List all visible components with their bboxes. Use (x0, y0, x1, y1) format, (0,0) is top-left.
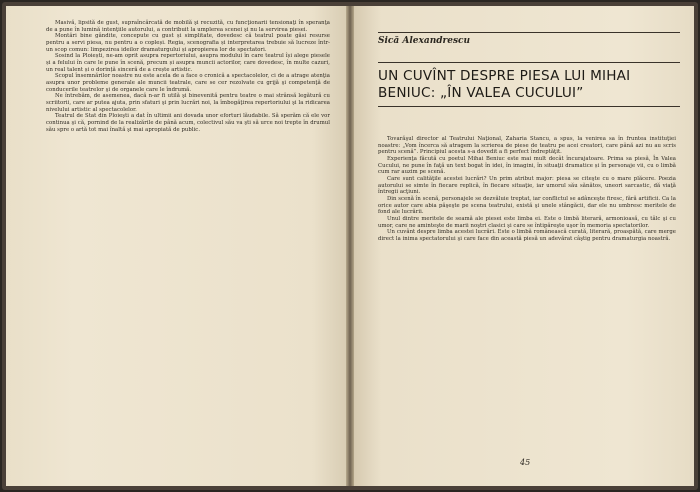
right-page-text-column (378, 136, 676, 243)
left-paragraph: Teatrul de Stat din Ploieşti a dat în ultimii ani dovada unor eforturi lăudabile. Să sperăm că ele vor continua şi că, pornind de la realizările de până acum, colectivul său va şti să urce noi trepte în drumul său spre o artă tot mai înaltă şi mai apropiată de public. (46, 113, 330, 133)
open-book (2, 2, 698, 490)
header-rule-middle (378, 62, 680, 63)
right-page (354, 6, 694, 486)
left-page (6, 6, 346, 486)
right-paragraph: Unul dintre meritele de seamă ale piesei este limba ei. Este o limbă literară, armonioasă, cu tâlc şi cu umor, care ne aminteşte de marii noştri clasici şi care se întipăreşte uşor în memoria spectatorilor. (378, 215, 676, 229)
right-paragraph: Un cuvânt despre limba acestei lucrări. Este o limbă românească curată, literară, proaspătă, care merge direct la inima spectatorului şi care face din această piesă un adevărat câştig pentru dramaturgia noastră. (378, 229, 676, 242)
right-paragraph: Experienţa făcută cu poetul Mihai Beniuc este mai mult decât încurajatoare. Prima sa piesă, În Valea Cucului, ne pune în faţă un text bogat în idei, în imagini, în situaţii dramatice și în personaje vii, cu o limbă cum rar auzim pe scenă. (378, 155, 676, 176)
header-rule-bottom (378, 106, 680, 107)
left-paragraph: Ne întrebăm, de asemenea, dacă n-ar fi utilă şi binevenită pentru teatre o mai strânsă legătură cu scriitorii, care ar putea ajuta, prin sfaturi şi prin lucrări noi, la îmbogăţirea repertoriului şi la ridicarea nivelului artistic al spectacolelor. (46, 93, 330, 113)
right-paragraph: Din scenă în scenă, personajele se dezvăluie treptat, iar conflictul se adânceşte firesc, fără artificii. Ca la orice autor care abia păşeşte pe scena teatrului, există şi unele stângăcii, dar ele nu umbresc meritele de fond ale lucrării. (378, 195, 676, 216)
page-number: 45 (520, 458, 531, 467)
article-author: Sică Alexandrescu (378, 36, 471, 46)
right-paragraph: Tovarăşul director al Teatrului Naţional, Zaharia Stancu, a spus, la venirea sa în fruntea instituţiei noastre: „Vom încerca să atragem la scrierea de piese de teatru pe acei creatori, care până azi nu au scris pentru scenă”. Principiul acesta s-a dovedit a fi perfect îndreptăţit. (378, 136, 676, 156)
left-paragraph: Sosind la Ploiești, ne-am oprit asupra repertoriului, asupra modului în care teatrul își alege piesele și a felului în care le pune în scenă, precum și asupra muncii actorilor, care dovedesc, în multe cazuri, un real talent și o dorință sinceră de a crește artistic. (46, 53, 330, 73)
book-gutter (346, 6, 354, 486)
left-paragraph: Montări bine gândite, concepute cu gust și simplitate, dovedesc că teatrul poate găsi resurse pentru a servi piesa, nu pentru a o copleși. Regia, scenografia și interpretarea trebuie să lucreze într-un scop comun: limpezirea ideilor dramaturgului și apropierea lor de spectatori. (46, 33, 330, 53)
left-page-text-column (46, 20, 330, 133)
left-paragraph: Scopul însemnărilor noastre nu este acela de a face o cronică a spectacolelor, ci de a atrage atenţia asupra unor probleme generale ale muncii teatrale, care se cer rezolvate cu grijă şi competenţă de conducerile teatrelor şi de organele care le îndrumă. (46, 73, 330, 93)
right-paragraph: Care sunt calităţile acestei lucrări? Un prim atribut major: piesa se citeşte cu o mare plăcere. Poezia autorului se simte în fiecare replică, în fiecare situaţie, iar umorul său sănătos, uneori sarcastic, dă viaţă întregii acţiuni. (378, 175, 676, 196)
header-rule-top (378, 32, 680, 33)
article-title: UN CUVÎNT DESPRE PIESA LUI MIHAI BENIUC: „ÎN VALEA CUCULUI” (378, 68, 631, 101)
left-paragraph: Masivă, lipsită de gust, supraîncărcată de mobilă şi recuzită, cu funcţionarii tensionaţi în speranţa de a pune în lumină intenţiile autorului, a contribuit la umplerea scenei şi nu la servirea piesei. (46, 20, 330, 33)
